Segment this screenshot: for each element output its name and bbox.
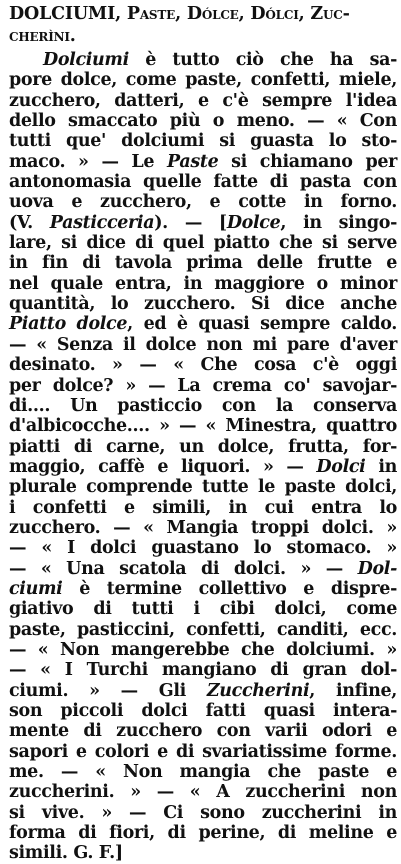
body-line: — « I dolci guastano lo stomaco. » (9, 538, 397, 559)
body-line: (V. Pasticceria). — [Dolce, in singo- (9, 212, 397, 233)
body-line: plurale comprende tutte le paste dolci, (9, 477, 397, 498)
body-line: tutti que' dolciumi si guasta lo sto- (9, 131, 397, 152)
body-line: zucchero, datteri, e c'è sempre l'idea (9, 90, 397, 111)
body-line: giativo di tutti i cibi dolci, come (9, 599, 397, 620)
body-line: lare, si dice di quel piatto che si serve (9, 233, 397, 254)
italic-term: Paste (167, 151, 219, 172)
body-line: Dolciumi è tutto ciò che ha sa- (43, 50, 397, 70)
body-line: i confetti e simili, in cui entra lo (9, 497, 397, 518)
body-line: Piatto dolce, ed è quasi sempre caldo. (9, 314, 397, 335)
body-line: si vive. » — Ci sono zuccherini in (9, 802, 397, 823)
italic-term: Dolci (316, 456, 366, 477)
italic-term: Zuccherini (206, 680, 310, 701)
variant-headwords: Paste, Dólce, Dólci, Zuc- (126, 4, 350, 24)
italic-term: Dol- (357, 558, 397, 579)
body-line: — « Senza il dolce non mi pare d'aver (9, 334, 397, 355)
body-line: zuccherini. » — « A zuccherini non (9, 782, 397, 803)
body-line: antonomasia quelle fatte di pasta con (9, 172, 397, 193)
italic-term: ciumi (9, 578, 63, 599)
italic-term: Pasticceria (49, 212, 155, 233)
body-line: d'albicocche.... » — « Minestra, quattro (9, 416, 397, 437)
body-line: son piccoli dolci fatti quasi intera- (9, 701, 397, 721)
body-line: simili. G. F.] (9, 843, 123, 864)
body-line: — « Una scatola di dolci. » — Dol- (9, 558, 397, 579)
body-line: quantità, lo zucchero. Si dice anche (9, 294, 397, 315)
entry-body (9, 50, 397, 864)
body-line: pore dolce, come paste, confetti, miele, (9, 70, 397, 91)
body-line: — « Non mangerebbe che dolciumi. » (9, 639, 397, 660)
body-line: desinato. » — « Che cosa c'è oggi (9, 355, 397, 376)
body-line: di.... Un pasticcio con la conserva (9, 395, 397, 416)
italic-term: Dolce (226, 212, 281, 233)
body-line: ciumi. » — Gli Zuccherini, infine, (9, 680, 397, 701)
body-line: nel quale entra, in maggiore o minor (9, 273, 397, 294)
body-line: piatti di carne, un dolce, frutta, for- (9, 436, 397, 457)
body-line: mente di zucchero con varii odori e (9, 721, 397, 742)
body-line: ciumi è termine collettivo e dispre- (9, 578, 397, 599)
body-line: sapori e colori e di svariatissime forme. (9, 741, 397, 762)
headword: DOLCIUMI (9, 4, 116, 24)
entry-heading (9, 3, 399, 47)
body-line: maggio, caffè e liquori. » — Dolci in (9, 456, 398, 477)
body-line: forma di fiori, di perine, di meline e (9, 823, 397, 844)
body-line: in fin di tavola prima delle frutte e (9, 253, 397, 274)
italic-term: Dolciumi (43, 50, 129, 70)
italic-term: Piatto dolce (9, 314, 128, 335)
body-line: zucchero. — « Mangia troppi dolci. » (9, 517, 397, 538)
body-line: paste, pasticcini, confetti, canditi, ecc. (9, 619, 397, 640)
entry-heading-line-2: cherìni. (9, 26, 76, 46)
body-line: me. — « Non mangia che paste e (9, 762, 397, 783)
entry-heading-line-1: DOLCIUMI, Paste, Dólce, Dólci, Zuc- (9, 4, 350, 24)
body-line: maco. » — Le Paste si chiamano per (9, 151, 397, 172)
body-line: — « I Turchi mangiano di gran dol- (9, 660, 397, 681)
body-line: per dolce? » — La crema co' savojar- (9, 375, 397, 396)
body-line: dello smaccato più o meno. — « Con (9, 111, 397, 132)
body-line: uova e zucchero, e cotte in forno. (9, 192, 397, 213)
